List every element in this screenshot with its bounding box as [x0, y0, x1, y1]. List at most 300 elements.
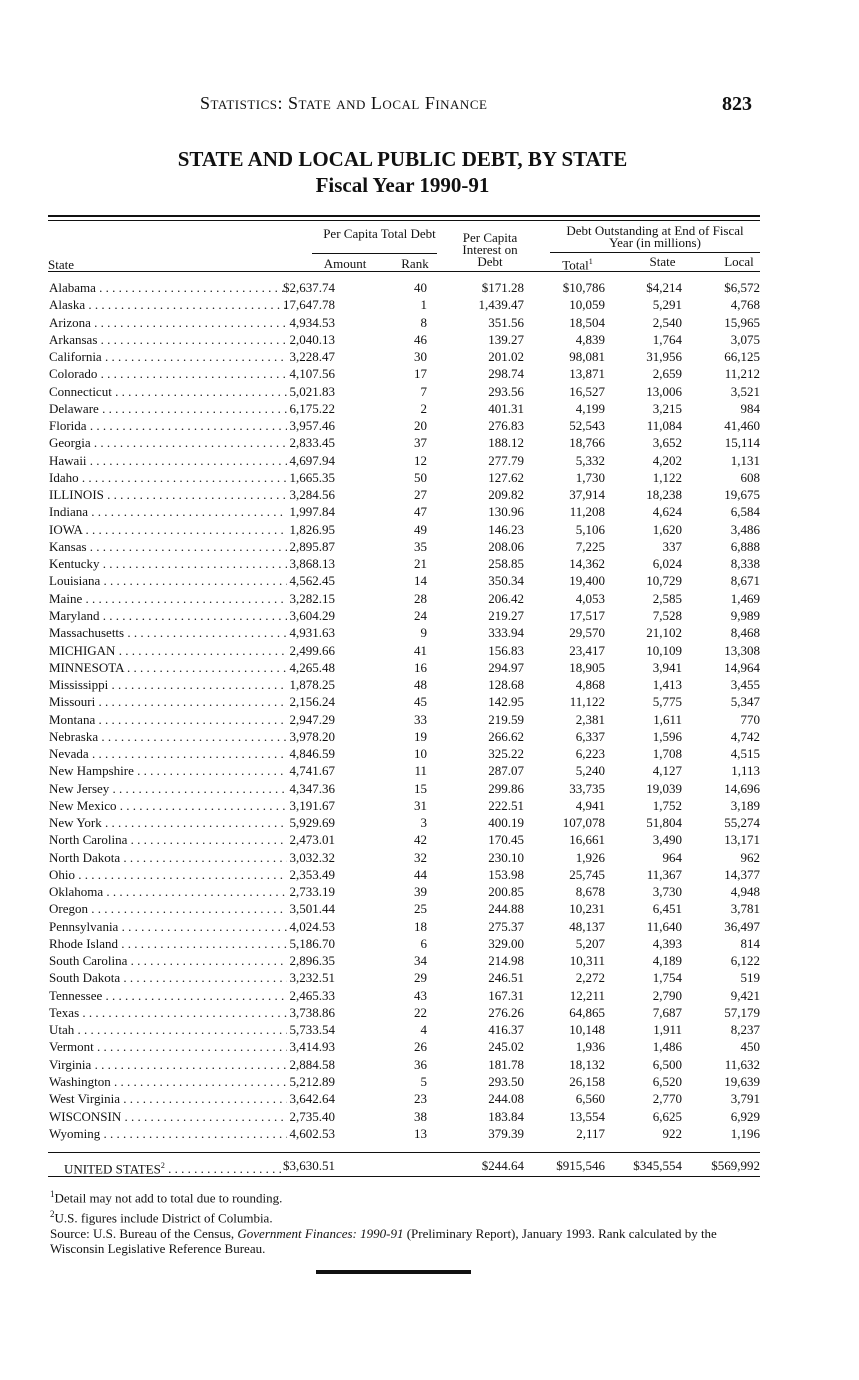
row-amount: 4,602.53	[289, 1125, 335, 1141]
row-local: 3,455	[730, 677, 760, 692]
table-row	[48, 279, 760, 296]
row-state: MICHIGAN . . .	[49, 642, 287, 659]
row-interest: 139.27	[488, 331, 524, 347]
row-amount: 2,733.19	[289, 884, 335, 900]
row-state: Florida . . .	[49, 417, 287, 434]
row-interest: 188.12	[488, 435, 524, 451]
table-row	[48, 434, 760, 451]
row-interest: 153.98	[488, 866, 524, 882]
header-total	[555, 256, 600, 271]
row-interest: 206.42	[488, 590, 524, 606]
row-rank: 44	[414, 866, 427, 882]
table-row	[48, 676, 760, 693]
row-state-debt: 6,451	[652, 901, 682, 917]
row-amount: 4,934.53	[289, 314, 335, 330]
row-rank: 20	[414, 418, 427, 434]
row-total: 26,158	[569, 1074, 605, 1089]
table-row	[48, 417, 760, 434]
table-row	[48, 624, 760, 641]
row-state-debt: 3,652	[652, 435, 682, 451]
row-state-debt: 11,084	[646, 418, 682, 434]
row-total: 5,240	[575, 763, 605, 779]
row-state-debt: 1,122	[652, 469, 682, 485]
header-state: State	[48, 257, 74, 272]
row-state: Alabama . . .	[49, 279, 287, 296]
row-local: 770	[740, 711, 760, 727]
row-local: 5,347	[730, 694, 760, 710]
row-total: 1,936	[575, 1039, 605, 1055]
row-interest: 214.98	[488, 953, 524, 969]
row-state-debt: 31,956	[646, 349, 682, 364]
row-amount: 5,186.70	[289, 935, 335, 951]
row-amount: 4,347.36	[289, 780, 335, 796]
row-interest: 350.34	[488, 573, 524, 589]
table-row	[48, 348, 760, 365]
row-state: West Virginia . . .	[49, 1090, 287, 1107]
row-interest: 167.31	[488, 987, 524, 1003]
row-state-debt: 18,238	[646, 487, 682, 503]
row-state-debt: 10,729	[646, 573, 682, 589]
row-state-debt: 1,708	[652, 746, 682, 761]
table-row	[48, 642, 760, 659]
row-amount: 3,978.20	[289, 728, 335, 744]
row-state-debt: 5,291	[652, 297, 682, 313]
row-amount: 2,353.49	[289, 866, 335, 882]
row-interest: 128.68	[488, 677, 524, 692]
table-row	[48, 383, 760, 400]
row-total: 33,735	[569, 780, 605, 796]
total-total: $915,546	[556, 1158, 605, 1173]
row-interest: 276.83	[488, 418, 524, 434]
row-state: Vermont . . .	[49, 1038, 287, 1055]
row-local: 984	[740, 400, 760, 416]
row-local: 1,113	[731, 763, 760, 779]
row-local: 814	[740, 935, 760, 951]
row-state: Oregon . . .	[49, 900, 287, 917]
row-rank: 45	[414, 694, 427, 710]
row-total: 19,400	[569, 573, 605, 589]
row-rank: 5	[420, 1074, 427, 1089]
row-state-debt: 1,764	[652, 331, 682, 347]
row-total: 17,517	[569, 607, 605, 623]
row-rank: 34	[414, 953, 427, 969]
row-rank: 38	[414, 1108, 427, 1124]
row-total: 10,059	[569, 297, 605, 313]
row-total: 4,199	[575, 400, 605, 416]
row-state: Montana . . .	[49, 711, 287, 728]
row-total: 107,078	[562, 815, 605, 831]
table-title: STATE AND LOCAL PUBLIC DEBT, BY STATE	[177, 147, 628, 171]
row-rank: 29	[414, 970, 427, 986]
row-local: 9,989	[730, 607, 760, 623]
row-rank: 32	[414, 849, 427, 865]
row-state-debt: 337	[662, 538, 682, 554]
row-local: 66,125	[724, 349, 760, 364]
row-state-debt: 4,393	[652, 935, 682, 951]
row-amount: 5,929.69	[289, 815, 335, 831]
row-local: 3,521	[730, 383, 760, 399]
row-total: 29,570	[569, 625, 605, 641]
footnote-1-mark: 1	[50, 1189, 55, 1199]
row-state-debt: 1,596	[652, 728, 682, 744]
row-local: 8,468	[730, 625, 760, 641]
row-interest: 170.45	[488, 832, 524, 848]
row-state: Alaska . . .	[49, 296, 287, 313]
row-state-debt: 2,790	[652, 987, 682, 1003]
footnote-2-text: U.S. figures include District of Columbia.	[54, 1210, 273, 1226]
row-interest: 222.51	[488, 797, 524, 813]
row-local: 6,929	[730, 1108, 760, 1124]
table-row	[48, 296, 760, 313]
row-amount: 2,833.45	[289, 435, 335, 451]
table-row	[48, 659, 760, 676]
row-state: Nebraska . . .	[49, 728, 287, 745]
source-title: Government Finances: 1990-91	[237, 1226, 404, 1241]
row-local: 14,964	[724, 659, 760, 675]
table-row	[48, 918, 760, 935]
row-local: 3,791	[730, 1091, 760, 1107]
row-total: 16,527	[569, 383, 605, 399]
row-rank: 23	[414, 1091, 427, 1107]
row-amount: 3,738.86	[289, 1004, 335, 1020]
row-rank: 3	[420, 815, 427, 831]
row-state-debt: 6,500	[652, 1056, 682, 1072]
table-row	[48, 590, 760, 607]
row-rank: 42	[414, 832, 427, 848]
row-rank: 8	[420, 314, 427, 330]
row-interest: 201.02	[488, 349, 524, 364]
row-interest: 209.82	[488, 487, 524, 503]
row-state-debt: 1,486	[652, 1039, 682, 1055]
row-rank: 16	[414, 659, 427, 675]
row-local: 3,189	[730, 797, 760, 813]
row-interest: 400.19	[488, 815, 524, 831]
row-amount: 4,562.45	[289, 573, 335, 589]
row-interest: 293.56	[488, 383, 524, 399]
row-total: 4,053	[575, 590, 605, 606]
row-interest: 127.62	[488, 469, 524, 485]
row-state-debt: 7,687	[652, 1004, 682, 1020]
row-state-debt: $4,214	[646, 280, 682, 295]
row-total: 2,272	[575, 970, 605, 986]
row-state-debt: 6,024	[652, 556, 682, 572]
row-state: Wyoming . . .	[49, 1125, 287, 1142]
table-row	[48, 400, 760, 417]
row-rank: 11	[414, 763, 427, 779]
total-rule	[48, 1152, 760, 1153]
row-local: 15,965	[724, 314, 760, 330]
row-state-debt: 1,620	[652, 521, 682, 537]
row-state-debt: 11,367	[646, 866, 682, 882]
footnote-1	[50, 1187, 765, 1205]
table-row	[48, 469, 760, 486]
row-interest: 245.02	[488, 1039, 524, 1055]
row-state-debt: 1,754	[652, 970, 682, 986]
row-state: New Mexico . . .	[49, 797, 287, 814]
row-rank: 22	[414, 1004, 427, 1020]
table-row	[48, 521, 760, 538]
row-interest: 293.50	[488, 1074, 524, 1089]
row-amount: 2,156.24	[289, 694, 335, 710]
table-row	[48, 1021, 760, 1038]
header-local: Local	[724, 254, 754, 269]
row-total: 98,081	[569, 349, 605, 364]
row-total: 5,106	[575, 521, 605, 537]
row-local: 11,632	[724, 1056, 760, 1072]
row-rank: 33	[414, 711, 427, 727]
total-state	[64, 1157, 286, 1177]
row-state-debt: 3,215	[652, 400, 682, 416]
row-local: 19,675	[724, 487, 760, 503]
row-state-debt: 4,189	[652, 953, 682, 969]
row-state: Missouri . . .	[49, 693, 287, 710]
row-rank: 41	[414, 642, 427, 658]
row-total: 18,905	[569, 659, 605, 675]
row-total: 12,211	[569, 987, 605, 1003]
row-total: 6,560	[575, 1091, 605, 1107]
row-state: Maine . . .	[49, 590, 287, 607]
row-interest: 146.23	[488, 521, 524, 537]
row-total: 13,554	[569, 1108, 605, 1124]
row-total: $10,786	[562, 280, 605, 295]
source-suffix: (Preliminary Report), January 1993. Rank calculated by the Wisconsin Legislative Reference Bureau.	[50, 1226, 717, 1256]
total-state-debt: $345,554	[633, 1158, 682, 1173]
row-interest: 181.78	[488, 1056, 524, 1072]
table-row	[48, 555, 760, 572]
header-per-capita-interest: Per Capita Interest on Debt	[462, 230, 518, 269]
table-row	[48, 831, 760, 848]
row-local: 8,671	[730, 573, 760, 589]
row-local: 4,768	[730, 297, 760, 313]
row-rank: 36	[414, 1056, 427, 1072]
row-amount: 5,212.89	[289, 1074, 335, 1089]
row-local: 15,114	[724, 435, 760, 451]
row-amount: 2,040.13	[289, 331, 335, 347]
row-state-debt: 2,585	[652, 590, 682, 606]
row-total: 10,311	[569, 953, 605, 969]
row-rank: 19	[414, 728, 427, 744]
row-amount: 4,107.56	[289, 366, 335, 382]
row-state: Ohio . . .	[49, 866, 287, 883]
row-state: North Dakota . . .	[49, 849, 287, 866]
row-total: 2,117	[576, 1125, 605, 1141]
row-local: 36,497	[724, 918, 760, 934]
total-state-label: UNITED STATES	[64, 1161, 161, 1177]
table-row	[48, 1108, 760, 1125]
row-total: 4,868	[575, 677, 605, 692]
row-amount: 3,604.29	[289, 607, 335, 623]
row-interest: 276.26	[488, 1004, 524, 1020]
header-total-label: Total	[562, 257, 589, 273]
row-local: 19,639	[724, 1074, 760, 1089]
row-rank: 17	[414, 366, 427, 382]
row-state: Hawaii . . .	[49, 452, 287, 469]
table-row	[48, 572, 760, 589]
row-state-debt: 19,039	[646, 780, 682, 796]
row-rank: 48	[414, 677, 427, 692]
row-amount: 3,282.15	[289, 590, 335, 606]
row-amount: 2,473.01	[289, 832, 335, 848]
row-state: Georgia . . .	[49, 434, 287, 451]
header-double-rule-bottom	[48, 220, 760, 221]
row-amount: 4,846.59	[289, 746, 335, 761]
row-interest: 130.96	[488, 504, 524, 520]
table-row	[48, 745, 760, 762]
total-interest: $244.64	[481, 1158, 524, 1173]
row-total: 4,839	[575, 331, 605, 347]
row-interest: 1,439.47	[478, 297, 524, 313]
row-total: 1,730	[575, 469, 605, 485]
row-local: 3,781	[730, 901, 760, 917]
row-amount: 17,647.78	[283, 297, 335, 313]
row-interest: 299.86	[488, 780, 524, 796]
row-amount: 4,697.94	[289, 452, 335, 468]
row-state-debt: 11,640	[646, 918, 682, 934]
row-state-debt: 1,911	[653, 1022, 682, 1038]
row-state-debt: 1,413	[652, 677, 682, 692]
row-interest: 287.07	[488, 763, 524, 779]
row-total: 18,504	[569, 314, 605, 330]
row-interest: 200.85	[488, 884, 524, 900]
row-amount: 3,228.47	[289, 349, 335, 364]
row-total: 18,132	[569, 1056, 605, 1072]
source-prefix: Source: U.S. Bureau of the Census,	[50, 1226, 238, 1241]
table-row	[48, 883, 760, 900]
table-row	[48, 365, 760, 382]
row-total: 6,223	[575, 746, 605, 761]
row-local: 6,888	[730, 538, 760, 554]
row-state: New Hampshire . . .	[49, 762, 287, 779]
row-interest: 230.10	[488, 849, 524, 865]
row-amount: 2,735.40	[289, 1108, 335, 1124]
table-row	[48, 969, 760, 986]
row-amount: 2,896.35	[289, 953, 335, 969]
row-rank: 46	[414, 331, 427, 347]
row-amount: 4,741.67	[289, 763, 335, 779]
row-local: 57,179	[724, 1004, 760, 1020]
row-interest: 219.27	[488, 607, 524, 623]
row-state: MINNESOTA . . .	[49, 659, 287, 676]
row-rank: 4	[420, 1022, 427, 1038]
total-amount: $3,630.51	[283, 1158, 335, 1173]
table-row	[48, 314, 760, 331]
row-local: 6,584	[730, 504, 760, 520]
row-state-debt: 1,752	[652, 797, 682, 813]
row-state: Colorado . . .	[49, 365, 287, 382]
row-state: Connecticut . . .	[49, 383, 287, 400]
row-rank: 47	[414, 504, 427, 520]
table-row	[48, 987, 760, 1004]
row-rank: 12	[414, 452, 427, 468]
table-row	[48, 538, 760, 555]
row-total: 8,678	[575, 884, 605, 900]
row-amount: 1,826.95	[289, 521, 335, 537]
row-state: Arizona . . .	[49, 314, 287, 331]
row-rank: 15	[414, 780, 427, 796]
row-state-debt: 922	[662, 1125, 682, 1141]
row-local: 13,171	[724, 832, 760, 848]
table-row	[48, 452, 760, 469]
row-rank: 40	[414, 280, 427, 295]
row-state: Oklahoma . . .	[49, 883, 287, 900]
table-row	[48, 1004, 760, 1021]
table-row	[48, 900, 760, 917]
row-rank: 21	[414, 556, 427, 572]
row-state: Utah . . .	[49, 1021, 287, 1038]
row-total: 37,914	[569, 487, 605, 503]
footnote-1-text: Detail may not add to total due to rounding.	[54, 1190, 283, 1206]
row-rank: 13	[414, 1125, 427, 1141]
row-state: WISCONSIN . . .	[49, 1108, 287, 1125]
row-rank: 50	[414, 469, 427, 485]
row-state-debt: 3,941	[652, 659, 682, 675]
row-state: ILLINOIS . . .	[49, 486, 287, 503]
row-interest: 183.84	[488, 1108, 524, 1124]
table-row	[48, 1090, 760, 1107]
table-row	[48, 503, 760, 520]
row-interest: 416.37	[488, 1022, 524, 1038]
row-local: 962	[740, 849, 760, 865]
table-row	[48, 693, 760, 710]
row-rank: 26	[414, 1039, 427, 1055]
row-rank: 27	[414, 487, 427, 503]
header-bottom-rule	[48, 271, 760, 272]
row-local: 41,460	[724, 418, 760, 434]
row-rank: 24	[414, 607, 427, 623]
row-state: Indiana . . .	[49, 503, 287, 520]
header-group-rule-left	[312, 253, 437, 254]
row-total: 25,745	[569, 866, 605, 882]
row-amount: 5,021.83	[289, 383, 335, 399]
row-state: Mississippi . . .	[49, 676, 287, 693]
row-amount: 3,868.13	[289, 556, 335, 572]
row-amount: 2,499.66	[289, 642, 335, 658]
row-rank: 10	[414, 746, 427, 761]
row-state-debt: 13,006	[646, 383, 682, 399]
row-total: 52,543	[569, 418, 605, 434]
row-rank: 2	[420, 400, 427, 416]
row-total: 18,766	[569, 435, 605, 451]
row-total: 10,231	[569, 901, 605, 917]
table-row	[48, 780, 760, 797]
row-state-debt: 7,528	[652, 607, 682, 623]
header-group-rule-right	[550, 252, 760, 253]
table-row	[48, 814, 760, 831]
row-rank: 6	[420, 935, 427, 951]
row-state-debt: 6,520	[652, 1074, 682, 1089]
row-state-debt: 4,202	[652, 452, 682, 468]
header-total-footnote-mark: 1	[588, 257, 593, 266]
row-interest: 258.85	[488, 556, 524, 572]
row-state-debt: 51,804	[646, 815, 682, 831]
row-rank: 31	[414, 797, 427, 813]
row-state-debt: 21,102	[646, 625, 682, 641]
row-amount: 3,191.67	[289, 797, 335, 813]
total-local: $569,992	[711, 1158, 760, 1173]
row-total: 7,225	[575, 538, 605, 554]
row-total: 4,941	[575, 797, 605, 813]
row-total: 14,362	[569, 556, 605, 572]
header-double-rule-top	[48, 215, 760, 217]
header-per-capita-total-debt: Per Capita Total Debt	[323, 226, 436, 241]
row-rank: 49	[414, 521, 427, 537]
row-total: 5,207	[575, 935, 605, 951]
row-amount: 2,895.87	[289, 538, 335, 554]
row-local: 608	[740, 469, 760, 485]
row-interest: 277.79	[488, 452, 524, 468]
row-local: 3,075	[730, 331, 760, 347]
row-local: 1,131	[730, 452, 760, 468]
